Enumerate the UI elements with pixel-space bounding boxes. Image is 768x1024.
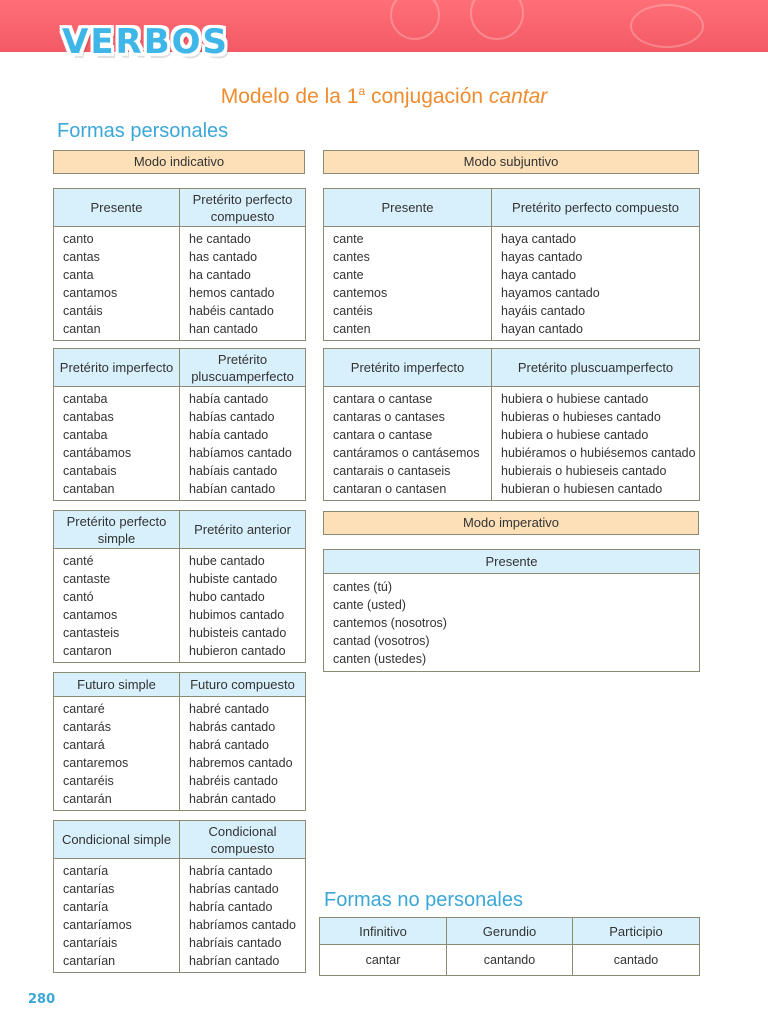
conj-form: hubieran o hubiesen cantado xyxy=(501,482,663,496)
conj-form: hubo cantado xyxy=(189,590,265,604)
conj-form: cantes (tú) xyxy=(333,580,393,594)
conj-form: había cantado xyxy=(189,392,269,406)
conj-form: cantara o cantase xyxy=(333,392,433,406)
conj-form: hayáis cantado xyxy=(501,304,586,318)
conj-form: cante xyxy=(333,268,364,282)
conj-form: cantó xyxy=(63,590,94,604)
conj-form: cantasteis xyxy=(63,626,120,640)
conj-form: cantarán xyxy=(63,792,112,806)
indicativo-presente-table xyxy=(53,188,306,341)
conj-column xyxy=(54,227,180,341)
conj-column xyxy=(54,549,180,663)
subjuntivo-imperfecto-table xyxy=(323,348,700,501)
conj-form: cantarían xyxy=(63,954,116,968)
conj-column xyxy=(180,227,306,341)
conj-form: habrás cantado xyxy=(189,720,276,734)
conj-column xyxy=(180,549,306,663)
table-header: Pretérito anterior xyxy=(180,511,306,549)
conj-form: ha cantado xyxy=(189,268,251,282)
conj-column xyxy=(54,859,180,973)
conj-column xyxy=(324,574,700,672)
conj-form: cantaré xyxy=(63,702,105,716)
conj-form: cante (usted) xyxy=(333,598,406,612)
conj-form: habrías cantado xyxy=(189,882,279,896)
conj-form: cantáramos o cantásemos xyxy=(333,446,480,460)
conj-column xyxy=(180,387,306,501)
table-header: Pretérito perfecto simple xyxy=(54,511,180,549)
modo-indicativo-header: Modo indicativo xyxy=(53,150,305,174)
indicativo-imperfecto-table xyxy=(53,348,306,501)
conj-form: cantan xyxy=(63,322,101,336)
conj-form: habrán cantado xyxy=(189,792,276,806)
section-formas-no-personales: Formas no personales xyxy=(324,889,523,911)
conj-form: hubiste cantado xyxy=(189,572,278,586)
conj-form: cantabais xyxy=(63,464,117,478)
conj-form: cantaríamos xyxy=(63,918,132,932)
conj-form: hemos cantado xyxy=(189,286,275,300)
conj-form: hayan cantado xyxy=(501,322,584,336)
table-header: Presente xyxy=(324,189,492,227)
conj-form: cantemos (nosotros) xyxy=(333,616,447,630)
conj-form: canté xyxy=(63,554,94,568)
conj-form: hayas cantado xyxy=(501,250,583,264)
conj-form: cantaríais xyxy=(63,936,118,950)
conj-form: han cantado xyxy=(189,322,258,336)
conj-form: cantara o cantase xyxy=(333,428,433,442)
indicativo-condicional-table xyxy=(53,820,306,973)
conj-form: cantabas xyxy=(63,410,114,424)
conj-form: hubiéramos o hubiésemos cantado xyxy=(501,446,696,460)
conj-form: hayamos cantado xyxy=(501,286,600,300)
conj-form: hubiera o hubiese cantado xyxy=(501,392,649,406)
conj-form: había cantado xyxy=(189,428,269,442)
conj-form: hubiera o hubiese cantado xyxy=(501,428,649,442)
conj-form: hubieras o hubieses cantado xyxy=(501,410,661,424)
conj-column xyxy=(54,387,180,501)
conj-form: cantaste xyxy=(63,572,111,586)
subjuntivo-presente-table xyxy=(323,188,700,341)
conj-form: cantarías xyxy=(63,882,115,896)
conj-form: cante xyxy=(333,232,364,246)
conj-form: cantemos xyxy=(333,286,388,300)
conj-column xyxy=(324,227,492,341)
conj-form: cantamos xyxy=(63,608,118,622)
conj-form: cantaremos xyxy=(63,756,129,770)
conj-form: habré cantado xyxy=(189,702,269,716)
table-header: Pretérito pluscuamperfecto xyxy=(492,349,700,387)
conj-form: habrían cantado xyxy=(189,954,280,968)
conj-form: habrá cantado xyxy=(189,738,269,752)
conj-form: hubimos cantado xyxy=(189,608,285,622)
conj-form: cantarais o cantaseis xyxy=(333,464,451,478)
conj-column xyxy=(180,859,306,973)
decor-bubble xyxy=(630,4,704,48)
conj-form: habríamos cantado xyxy=(189,918,297,932)
table-header: Gerundio xyxy=(447,918,573,945)
table-header: Condicional simple xyxy=(54,821,180,859)
conj-form: cantas xyxy=(63,250,100,264)
conj-form: haya cantado xyxy=(501,232,577,246)
conj-form: he cantado xyxy=(189,232,251,246)
conj-form: cantaba xyxy=(63,392,108,406)
conj-column xyxy=(492,387,700,501)
conj-form: hube cantado xyxy=(189,554,265,568)
table-header: Presente xyxy=(54,189,180,227)
modo-subjuntivo-header: Modo subjuntivo xyxy=(323,150,699,174)
conj-form: habréis cantado xyxy=(189,774,278,788)
conj-form: habían cantado xyxy=(189,482,276,496)
page-number: 280 xyxy=(28,992,56,1007)
table-header: Presente xyxy=(324,550,700,574)
conj-form: canto xyxy=(63,232,94,246)
verbos-logo: VERBOS xyxy=(62,22,230,62)
modo-imperativo-header: Modo imperativo xyxy=(323,511,699,535)
conj-form: cantad (vosotros) xyxy=(333,634,430,648)
conj-form: haya cantado xyxy=(501,268,577,282)
conj-form: habría cantado xyxy=(189,864,273,878)
conj-form: cantará xyxy=(63,738,105,752)
table-header: Pretérito pluscuamperfecto xyxy=(180,349,306,387)
conj-form: cantaban xyxy=(63,482,115,496)
conj-column xyxy=(180,697,306,811)
conj-form: habíamos cantado xyxy=(189,446,292,460)
conj-form: habríais cantado xyxy=(189,936,282,950)
table-header: Condicional compuesto xyxy=(180,821,306,859)
gerundio-value: cantando xyxy=(447,945,573,976)
conj-form: cantaréis xyxy=(63,774,114,788)
conj-form: cantamos xyxy=(63,286,118,300)
conj-form: hubieron cantado xyxy=(189,644,286,658)
table-header: Pretérito perfecto compuesto xyxy=(492,189,700,227)
table-header: Pretérito perfecto compuesto xyxy=(180,189,306,227)
decor-bubble xyxy=(470,0,524,40)
conj-form: hubisteis cantado xyxy=(189,626,287,640)
conj-form: habremos cantado xyxy=(189,756,293,770)
table-header: Participio xyxy=(573,918,700,945)
decor-bubble xyxy=(390,0,440,40)
page-title: Modelo de la 1$^a$ conjugación cantar xyxy=(220,84,548,108)
table-header: Futuro simple xyxy=(54,673,180,697)
conj-form: hubierais o hubieseis cantado xyxy=(501,464,667,478)
formas-no-personales-table xyxy=(319,917,700,976)
conj-form: cantes xyxy=(333,250,370,264)
conj-form: cantábamos xyxy=(63,446,132,460)
conj-form: cantarás xyxy=(63,720,111,734)
participio-value: cantado xyxy=(573,945,700,976)
conj-form: cantaras o cantases xyxy=(333,410,445,424)
indicativo-futuro-table xyxy=(53,672,306,811)
conj-form: canta xyxy=(63,268,94,282)
conj-form: cantaran o cantasen xyxy=(333,482,447,496)
conj-form: cantaron xyxy=(63,644,112,658)
conj-column xyxy=(324,387,492,501)
conj-form: cantáis xyxy=(63,304,103,318)
conj-form: cantaba xyxy=(63,428,108,442)
conj-form: canten (ustedes) xyxy=(333,652,427,666)
conj-form: cantaría xyxy=(63,900,109,914)
conj-form: has cantado xyxy=(189,250,258,264)
table-header: Pretérito imperfecto xyxy=(324,349,492,387)
conj-column xyxy=(492,227,700,341)
table-header: Infinitivo xyxy=(320,918,447,945)
conj-form: cantéis xyxy=(333,304,373,318)
table-header: Pretérito imperfecto xyxy=(54,349,180,387)
table-header: Futuro compuesto xyxy=(180,673,306,697)
conj-form: habéis cantado xyxy=(189,304,274,318)
conj-column xyxy=(54,697,180,811)
conj-form: habíais cantado xyxy=(189,464,278,478)
imperativo-presente-table xyxy=(323,549,700,672)
conj-form: canten xyxy=(333,322,371,336)
conj-form: habías cantado xyxy=(189,410,275,424)
section-formas-personales: Formas personales xyxy=(57,120,229,142)
infinitivo-value: cantar xyxy=(320,945,447,976)
conj-form: habría cantado xyxy=(189,900,273,914)
indicativo-perfecto-simple-table xyxy=(53,510,306,663)
conj-form: cantaría xyxy=(63,864,109,878)
